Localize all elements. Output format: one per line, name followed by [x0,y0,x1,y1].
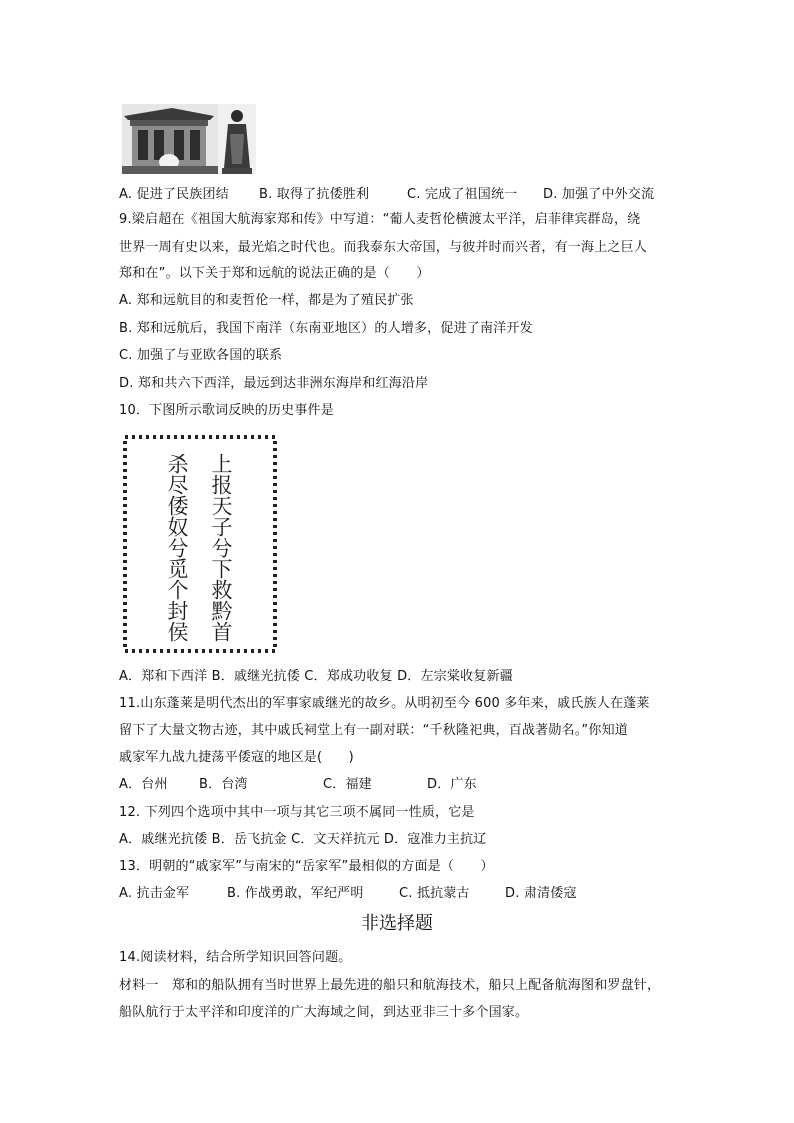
q14-stem: 14.阅读材料，结合所学知识回答问题。 [119,950,352,965]
q14-material-line-1: 材料一 郑和的船队拥有当时世界上最先进的船只和航海技术，船只上配备航海图和罗盘针， [119,978,661,993]
q11-option-c: C．福建 [323,777,372,792]
q8-option-d: D. 加强了中外交流 [543,187,655,202]
q8-options [119,187,654,203]
q13-option-d: D. 肃清倭寇 [505,886,577,901]
lyric-column-right: 上报天子兮下救黔首 [209,453,233,642]
q10-stem: 10．下图所示歌词反映的历史事件是 [119,403,334,418]
q11-option-d: D．广东 [427,777,477,792]
q8-option-b: B. 取得了抗倭胜利 [259,187,370,202]
q9-option-d: D. 郑和共六下西洋，最远到达非洲东海岸和红海沿岸 [119,376,429,391]
q11-option-a: A．台州 [119,777,168,792]
q11-stem-line-2: 留下了大量文物古迹，其中戚氏祠堂上有一副对联：“千秋隆祀典，百战著勋名。”你知道 [119,723,628,738]
section-title: 非选择题 [361,913,433,934]
q11-stem-line-3: 戚家军九战九捷荡平倭寇的地区是( ) [119,750,354,765]
q9-option-a: A. 郑和远航目的和麦哲伦一样，都是为了殖民扩张 [119,293,414,308]
q12-stem: 12. 下列四个选项中其中一项与其它三项不属同一性质，它是 [119,805,475,820]
q14-material-line-2: 船队航行于太平洋和印度洋的广大海域之间，到达亚非三十多个国家。 [119,1005,529,1020]
q13-option-b: B. 作战勇敢，军纪严明 [227,886,364,901]
q13-option-c: C. 抵抗蒙古 [399,886,470,901]
q9-option-b: B. 郑和远航后，我国下南洋（东南亚地区）的人增多，促进了南洋开发 [119,321,533,336]
q10-options: A．郑和下西洋 B．戚继光抗倭 C．郑成功收复 D．左宗棠收复新疆 [119,669,513,684]
q8-option-a: A. 促进了民族团结 [119,187,229,202]
lyric-column-left: 杀尽倭奴兮觅个封侯 [165,453,189,642]
q9-stem-line-1: 9.梁启超在《祖国大航海家郑和传》中写道：“葡人麦哲伦横渡太平洋，启菲律宾群岛，绕 [119,212,641,227]
q11-options [119,777,477,793]
q11-option-b: B．台湾 [199,777,248,792]
q11-stem-line-1: 11.山东蓬莱是明代杰出的军事家戚继光的故乡。从明初至今 600 多年来，戚氏族人在蓬莱 [119,696,650,711]
q8-option-c: C. 完成了祖国统一 [407,187,518,202]
zheng-he-memorial-photo [122,104,256,174]
q9-option-c: C. 加强了与亚欧各国的联系 [119,348,283,363]
q9-stem-line-3: 郑和在”。以下关于郑和远航的说法正确的是（ ） [119,266,430,281]
q12-options: A．戚继光抗倭 B．岳飞抗金 C．文天祥抗元 D．寇准力主抗辽 [119,832,487,847]
q9-stem-line-2: 世界一周有史以来，最光焰之时代也。而我泰东大帝国，与彼并时而兴者，有一海上之巨人 [119,240,648,255]
lyric-image [119,433,281,655]
q13-option-a: A. 抗击金军 [119,886,190,901]
q13-stem: 13．明朝的“戚家军”与南宋的“岳家军”最相似的方面是（ ） [119,859,494,874]
q13-options [119,886,577,902]
